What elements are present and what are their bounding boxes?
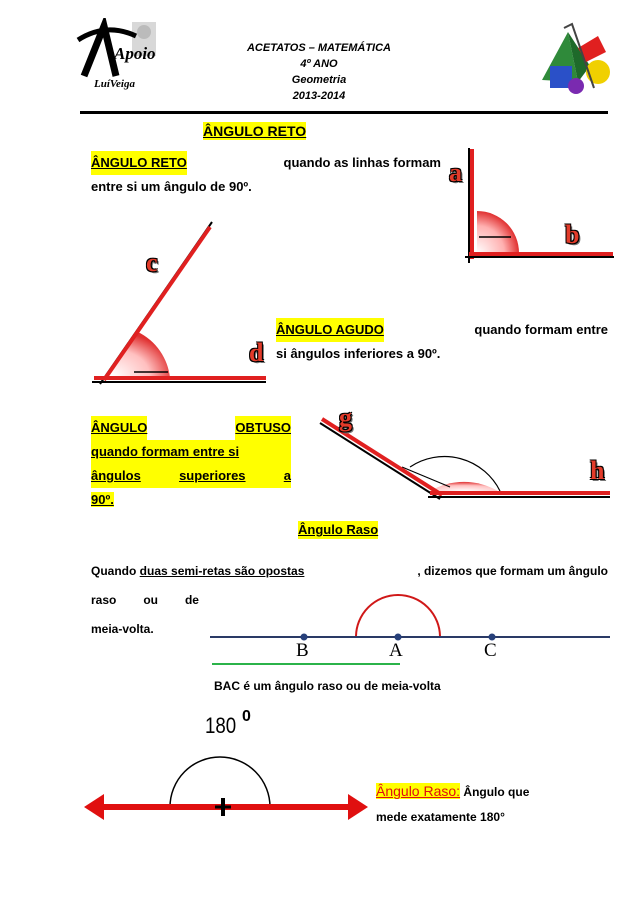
- raso-word-ou: ou: [143, 593, 158, 607]
- definition-line2: mede exatamente 180°: [376, 810, 505, 824]
- point-c-label: C: [484, 640, 497, 661]
- agudo-line1: [276, 318, 608, 342]
- label-c: c: [146, 248, 158, 277]
- header-year: 2013-2014: [292, 90, 346, 102]
- definition-rest: Ângulo que: [460, 785, 530, 799]
- logo-text: Apoio: [114, 44, 156, 63]
- obtuso-line2: quando formam entre si: [91, 440, 291, 464]
- reto-line1: [91, 151, 441, 175]
- header-subject: Geometria: [291, 74, 347, 86]
- label-b: b: [565, 220, 580, 249]
- raso-title: Ângulo Raso: [298, 522, 379, 537]
- agudo-line2: si ângulos inferiores a 90º.: [276, 346, 441, 361]
- obtuso-word3: ângulos: [91, 468, 141, 483]
- reto-line2: entre si um ângulo de 90º.: [91, 179, 252, 194]
- label-a: a: [449, 158, 462, 187]
- definition-line1: [376, 779, 529, 805]
- raso-line3: meia-volta.: [91, 622, 154, 636]
- section-title: ÂNGULO RETO: [203, 123, 307, 139]
- obtuso-paragraph: [91, 416, 291, 512]
- raso-definition: [376, 779, 529, 830]
- raso-start: Quando: [91, 564, 140, 578]
- label-g: g: [339, 403, 352, 432]
- logo: [76, 18, 186, 98]
- obtuso-line3: [91, 464, 291, 488]
- point-a-label: A: [389, 640, 403, 661]
- 180-degree-figure: [82, 748, 370, 832]
- raso-rest: , dizemos que formam um ângulo: [417, 564, 608, 578]
- reto-rest: quando as linhas formam: [283, 155, 441, 170]
- header-rule: [80, 111, 608, 114]
- straight-angle-diagram: [210, 584, 610, 668]
- degree-value: 180: [205, 713, 237, 738]
- obtuso-word5: a: [283, 468, 291, 483]
- raso-line2: [91, 586, 199, 615]
- geometry-shapes-icon: [538, 22, 614, 98]
- agudo-rest: quando formam entre: [474, 322, 608, 337]
- obtuso-word1: ÂNGULO: [91, 416, 147, 440]
- obtuso-line1: [91, 416, 291, 440]
- logo-signature: LuíVeiga: [94, 78, 135, 90]
- reto-term: ÂNGULO RETO: [91, 151, 187, 175]
- right-angle-figure: [455, 145, 615, 265]
- label-h: h: [590, 456, 605, 485]
- raso-line1: [91, 557, 608, 586]
- definition-term: Ângulo Raso:: [376, 783, 461, 799]
- obtuso-line4: [91, 488, 291, 512]
- obtuso-word2: OBTUSO: [235, 416, 291, 440]
- raso-link: duas semi-retas são opostas: [139, 564, 305, 578]
- raso-word-de: de: [184, 593, 199, 607]
- label-d: d: [249, 338, 264, 367]
- acute-angle-figure: [90, 220, 270, 390]
- degree-label: [205, 713, 242, 739]
- raso-word-raso: raso: [91, 593, 117, 607]
- reto-paragraph: [91, 151, 441, 199]
- raso-line1-words: [91, 557, 304, 586]
- header-title-block: [230, 40, 408, 104]
- header-grade: 4º ANO: [300, 58, 338, 70]
- point-b-label: B: [296, 640, 309, 661]
- obtuso-word6: 90º.: [91, 492, 114, 507]
- obtuso-word4: superiores: [179, 468, 246, 483]
- agudo-paragraph: [276, 318, 608, 366]
- header-course: ACETATOS – MATEMÁTICA: [246, 42, 391, 54]
- degree-superscript: 0: [242, 708, 251, 725]
- agudo-term: ÂNGULO AGUDO: [276, 318, 384, 342]
- straight-angle-caption: BAC é um ângulo raso ou de meia-volta: [214, 679, 441, 693]
